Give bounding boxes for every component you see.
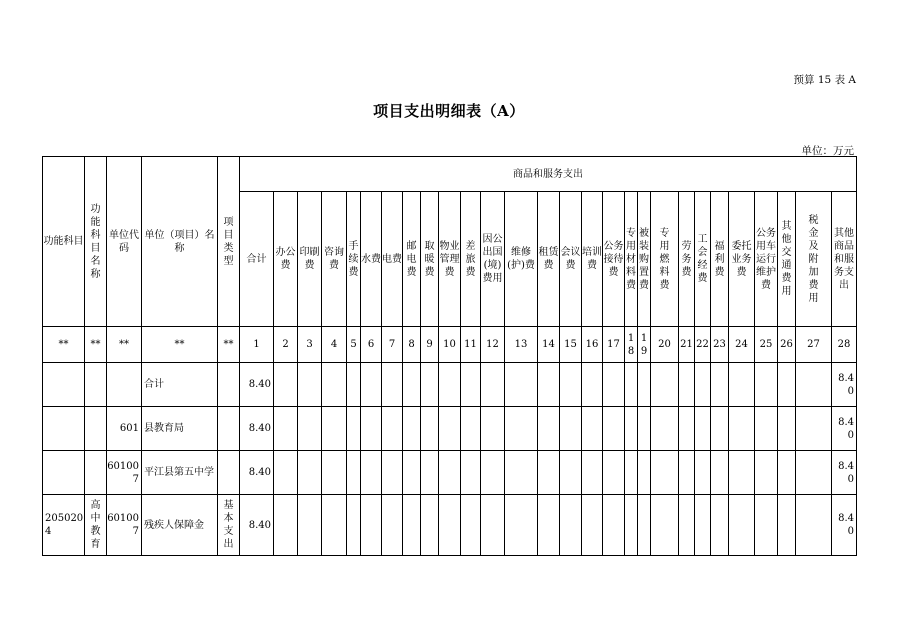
empty-cell: [582, 363, 603, 407]
empty-cell: [638, 407, 651, 451]
empty-cell: [796, 407, 832, 451]
empty-cell: [711, 495, 729, 556]
column-header-label: 咨询费: [324, 247, 344, 271]
empty-cell: [403, 363, 421, 407]
empty-cell: [625, 407, 638, 451]
empty-cell: [361, 363, 382, 407]
column-header-label: 取暖费: [424, 240, 435, 278]
empty-cell: [679, 407, 695, 451]
empty-cell: [347, 363, 361, 407]
empty-cell: [538, 363, 560, 407]
empty-cell: [538, 495, 560, 556]
unit-code-cell: [107, 495, 142, 556]
column-header-label: 税金及附加费用: [808, 214, 819, 304]
func-name-cell: [85, 451, 107, 495]
empty-cell: [421, 451, 439, 495]
fixed-column-header-label: 功能科目名称: [90, 203, 101, 280]
index-cell: 19: [638, 327, 651, 363]
empty-cell: [461, 407, 481, 451]
empty-cell: [651, 407, 679, 451]
empty-cell: [755, 451, 778, 495]
column-header-label: 其他交通费用: [781, 221, 792, 297]
index-cell: 12: [481, 327, 505, 363]
empty-cell: [582, 495, 603, 556]
table-row: [43, 451, 857, 495]
index-cell: 1: [240, 327, 274, 363]
index-cell: 26: [778, 327, 796, 363]
unit-name-cell: [142, 495, 218, 556]
empty-cell: [560, 363, 582, 407]
column-header-label: 公务用车运行维护费: [756, 227, 776, 291]
empty-cell: [638, 495, 651, 556]
unit-name-cell: [142, 407, 218, 451]
index-cell: 9: [421, 327, 439, 363]
column-header-label: 公务接待费: [603, 240, 624, 278]
empty-cell: [638, 451, 651, 495]
empty-cell: [778, 451, 796, 495]
column-header-label: 委托业务费: [731, 240, 752, 278]
empty-cell: [382, 407, 403, 451]
column-header: [274, 192, 298, 327]
column-header: [322, 192, 347, 327]
unit-code-cell: [107, 407, 142, 451]
column-header-label: 水费: [361, 253, 381, 265]
empty-cell: [603, 407, 625, 451]
page-title: 项目支出明细表（A）: [373, 102, 525, 120]
empty-cell: [347, 451, 361, 495]
column-header: [538, 192, 560, 327]
project-type-cell: [218, 407, 240, 451]
column-header-label: 手续费: [348, 240, 359, 278]
column-header-label: 因公出国(境)费用: [482, 234, 503, 284]
empty-cell: [361, 495, 382, 556]
empty-cell: [421, 495, 439, 556]
index-cell: 15: [560, 327, 582, 363]
func-code-cell: [43, 495, 85, 556]
empty-cell: [679, 495, 695, 556]
column-header: [421, 192, 439, 327]
empty-cell: [382, 363, 403, 407]
empty-cell: [361, 451, 382, 495]
empty-cell: [796, 495, 832, 556]
column-header-label: 维修(护)费: [507, 247, 535, 271]
empty-cell: [274, 451, 298, 495]
index-cell: **: [85, 327, 107, 363]
empty-cell: [755, 363, 778, 407]
empty-cell: [461, 363, 481, 407]
empty-cell: [695, 451, 711, 495]
index-cell: 13: [505, 327, 538, 363]
unit-name-cell-text: 县教育局: [144, 423, 184, 434]
index-cell: 10: [439, 327, 461, 363]
column-header-label: 物业管理费: [439, 240, 460, 278]
empty-cell: [729, 451, 755, 495]
empty-cell: [403, 451, 421, 495]
other-expense-cell: 8.40: [832, 495, 857, 556]
empty-cell: [651, 495, 679, 556]
column-header: [347, 192, 361, 327]
empty-cell: [711, 407, 729, 451]
index-cell: 7: [382, 327, 403, 363]
column-header: [439, 192, 461, 327]
column-header-label: 培训费: [582, 247, 602, 271]
column-header-label: 差旅费: [465, 240, 476, 278]
empty-cell: [481, 407, 505, 451]
empty-cell: [274, 495, 298, 556]
index-cell: 22: [695, 327, 711, 363]
func-code-cell-text: 2050204: [45, 513, 84, 537]
table-id: 预算 15 表 A: [793, 74, 856, 86]
empty-cell: [695, 363, 711, 407]
empty-cell: [625, 451, 638, 495]
empty-cell: [729, 407, 755, 451]
fixed-column-header: [85, 157, 107, 327]
index-cell: 6: [361, 327, 382, 363]
unit-label: 单位：万元: [801, 145, 854, 157]
empty-cell: [582, 407, 603, 451]
column-header: [755, 192, 778, 327]
unit-code-cell-text: 601007: [107, 513, 139, 537]
index-cell: 8: [403, 327, 421, 363]
empty-cell: [505, 451, 538, 495]
column-header: [638, 192, 651, 327]
empty-cell: [347, 495, 361, 556]
column-header-label: 专用燃料费: [659, 227, 670, 291]
empty-cell: [382, 495, 403, 556]
column-header-label: 办公费: [275, 247, 296, 271]
empty-cell: [421, 407, 439, 451]
empty-cell: [403, 407, 421, 451]
empty-cell: [625, 363, 638, 407]
index-cell: 24: [729, 327, 755, 363]
index-cell: 2: [274, 327, 298, 363]
index-cell: **: [218, 327, 240, 363]
fixed-column-header: [142, 157, 218, 327]
empty-cell: [298, 363, 322, 407]
index-cell: 18: [625, 327, 638, 363]
project-type-cell: [218, 363, 240, 407]
func-code-cell: [43, 407, 85, 451]
empty-cell: [322, 407, 347, 451]
empty-cell: [298, 407, 322, 451]
column-header: [651, 192, 679, 327]
unit-name-cell-text: 平江县第五中学: [144, 467, 214, 478]
column-header-label: 其他商品和服务支出: [834, 227, 854, 291]
project-type-cell: [218, 495, 240, 556]
other-expense-cell: 8.40: [832, 451, 857, 495]
column-header-label: 合计: [246, 253, 267, 265]
empty-cell: [382, 451, 403, 495]
column-header: [382, 192, 403, 327]
empty-cell: [778, 363, 796, 407]
fixed-column-header-label: 项目类型: [223, 216, 234, 267]
func-name-cell: [85, 495, 107, 556]
empty-cell: [481, 363, 505, 407]
empty-cell: [322, 363, 347, 407]
column-header-label: 电费: [382, 253, 402, 265]
func-code-cell: [43, 451, 85, 495]
column-header-label: 被装购置费: [639, 227, 649, 291]
unit-code-cell-text: 601007: [107, 460, 139, 485]
column-header: [796, 192, 832, 327]
empty-cell: [439, 495, 461, 556]
column-header-label: 福利费: [714, 240, 725, 278]
column-header: [729, 192, 755, 327]
empty-cell: [582, 451, 603, 495]
empty-cell: [711, 451, 729, 495]
empty-cell: [461, 451, 481, 495]
index-cell: **: [43, 327, 85, 363]
index-cell: **: [142, 327, 218, 363]
column-header-label: 工会经费: [697, 234, 708, 284]
empty-cell: [361, 407, 382, 451]
column-header-label: 邮电费: [406, 240, 417, 278]
empty-cell: [729, 363, 755, 407]
total-cell: 8.40: [240, 451, 274, 495]
table-row: [43, 407, 857, 451]
column-header-label: 专用材料费: [626, 227, 636, 291]
index-cell: 11: [461, 327, 481, 363]
empty-cell: [439, 451, 461, 495]
func-code-cell: [43, 363, 85, 407]
index-cell: 3: [298, 327, 322, 363]
empty-cell: [755, 495, 778, 556]
empty-cell: [322, 451, 347, 495]
column-header: [298, 192, 322, 327]
unit-name-cell: [142, 363, 218, 407]
empty-cell: [796, 363, 832, 407]
expense-detail-table: [42, 156, 857, 556]
empty-cell: [439, 363, 461, 407]
column-header: [505, 192, 538, 327]
empty-cell: [403, 495, 421, 556]
index-cell: 16: [582, 327, 603, 363]
index-cell: 21: [679, 327, 695, 363]
table-row: [43, 495, 857, 556]
index-cell: 25: [755, 327, 778, 363]
total-cell: 8.40: [240, 407, 274, 451]
fixed-column-header-label: 功能科目: [43, 236, 84, 247]
empty-cell: [505, 495, 538, 556]
index-cell: 20: [651, 327, 679, 363]
empty-cell: [538, 407, 560, 451]
empty-cell: [274, 407, 298, 451]
index-cell: 4: [322, 327, 347, 363]
column-header: [560, 192, 582, 327]
empty-cell: [560, 495, 582, 556]
column-header: [778, 192, 796, 327]
empty-cell: [651, 363, 679, 407]
column-header-label: 会议费: [560, 247, 581, 271]
column-header: [481, 192, 505, 327]
empty-cell: [603, 495, 625, 556]
column-header: [461, 192, 481, 327]
column-header: [625, 192, 638, 327]
column-header: [695, 192, 711, 327]
empty-cell: [560, 451, 582, 495]
unit-code-cell: [107, 451, 142, 495]
empty-cell: [560, 407, 582, 451]
func-name-cell: [85, 363, 107, 407]
empty-cell: [481, 451, 505, 495]
index-cell: 28: [832, 327, 857, 363]
empty-cell: [729, 495, 755, 556]
unit-name-cell-text: 合计: [144, 379, 164, 390]
index-cell: 5: [347, 327, 361, 363]
empty-cell: [322, 495, 347, 556]
index-cell: 17: [603, 327, 625, 363]
empty-cell: [651, 451, 679, 495]
index-cell: **: [107, 327, 142, 363]
unit-code-cell: [107, 363, 142, 407]
column-header: [403, 192, 421, 327]
empty-cell: [638, 363, 651, 407]
empty-cell: [274, 363, 298, 407]
index-cell: 14: [538, 327, 560, 363]
empty-cell: [695, 495, 711, 556]
empty-cell: [461, 495, 481, 556]
empty-cell: [695, 407, 711, 451]
empty-cell: [625, 495, 638, 556]
column-header: [679, 192, 695, 327]
empty-cell: [298, 495, 322, 556]
empty-cell: [505, 363, 538, 407]
unit-name-cell-text: 残疾人保障金: [144, 519, 204, 531]
fixed-column-header: [218, 157, 240, 327]
index-cell: 23: [711, 327, 729, 363]
empty-cell: [505, 407, 538, 451]
total-cell: 8.40: [240, 363, 274, 407]
project-type-cell: [218, 451, 240, 495]
column-header: [240, 192, 274, 327]
fixed-column-header: [43, 157, 85, 327]
empty-cell: [298, 451, 322, 495]
fixed-column-header: [107, 157, 142, 327]
other-expense-cell: 8.40: [832, 363, 857, 407]
empty-cell: [679, 363, 695, 407]
empty-cell: [347, 407, 361, 451]
other-expense-cell: 8.40: [832, 407, 857, 451]
empty-cell: [679, 451, 695, 495]
column-header: [361, 192, 382, 327]
empty-cell: [603, 451, 625, 495]
project-type-cell-text: 基本支出: [223, 500, 234, 550]
fixed-column-header-label: 单位代码: [109, 229, 139, 254]
empty-cell: [796, 451, 832, 495]
unit-name-cell: [142, 451, 218, 495]
func-name-cell: [85, 407, 107, 451]
empty-cell: [603, 363, 625, 407]
column-header: [582, 192, 603, 327]
empty-cell: [538, 451, 560, 495]
func-name-cell-text: 高中教育: [90, 500, 101, 550]
empty-cell: [439, 407, 461, 451]
index-cell: 27: [796, 327, 832, 363]
column-header: [603, 192, 625, 327]
column-header-label: 印刷费: [299, 247, 320, 271]
column-header-label: 劳务费: [681, 240, 692, 278]
empty-cell: [778, 495, 796, 556]
empty-cell: [711, 363, 729, 407]
empty-cell: [778, 407, 796, 451]
unit-code-cell-text: 601: [119, 423, 139, 434]
group-header: 商品和服务支出: [240, 157, 857, 192]
column-header-label: 租赁费: [538, 247, 559, 271]
column-header: [711, 192, 729, 327]
fixed-column-header-label: 单位（项目）名称: [144, 229, 215, 254]
total-cell: 8.40: [240, 495, 274, 556]
column-header: [832, 192, 857, 327]
empty-cell: [421, 363, 439, 407]
empty-cell: [481, 495, 505, 556]
empty-cell: [755, 407, 778, 451]
table-row: [43, 363, 857, 407]
